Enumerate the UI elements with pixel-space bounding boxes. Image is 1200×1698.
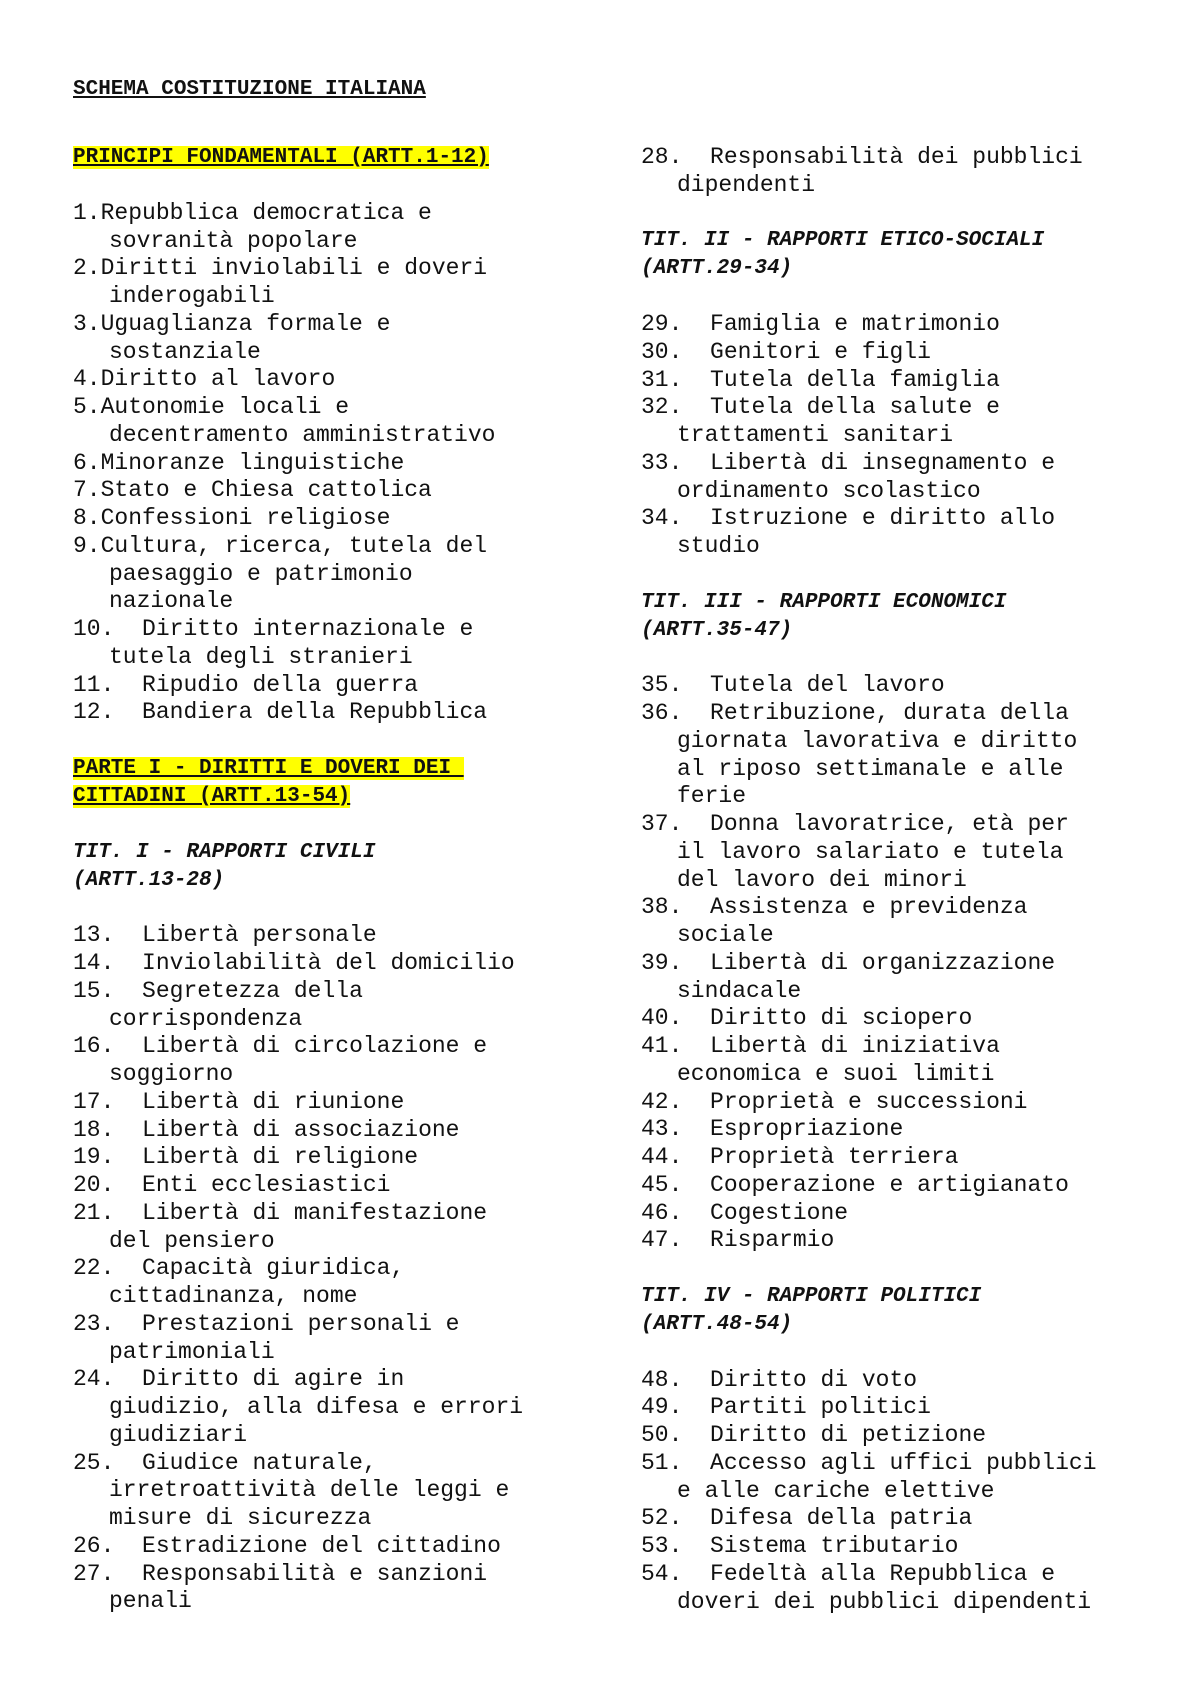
article-item: [73, 1033, 573, 1089]
article-text-continued: decentramento amministrativo: [109, 421, 496, 448]
article-item: [73, 311, 573, 367]
article-text: Difesa della patria: [710, 1505, 973, 1532]
article-text: Diritto di agire in: [142, 1366, 405, 1393]
article-number: 26.: [73, 1532, 115, 1559]
article-text: Stato e Chiesa cattolica: [100, 477, 432, 504]
article-number: 42.: [641, 1088, 683, 1115]
article-item: [73, 699, 573, 727]
article-text: Capacità giuridica,: [142, 1255, 405, 1282]
article-text: Confessioni religiose: [100, 505, 391, 531]
article-item: [73, 477, 573, 505]
section-heading-principi: PRINCIPI FONDAMENTALI (ARTT.1-12): [73, 146, 489, 169]
article-text: Diritto di petizione: [710, 1422, 987, 1448]
article-number: 33.: [641, 449, 683, 476]
article-number: 7.: [73, 477, 101, 504]
article-item: [73, 1533, 573, 1561]
article-item: [641, 1089, 1141, 1117]
article-text: Donna lavoratrice, età per: [710, 811, 1069, 837]
article-text: Responsabilità e sanzioni: [142, 1560, 488, 1587]
article-text-continued: soggiorno: [109, 1061, 234, 1087]
article-text: Assistenza e previdenza: [710, 894, 1028, 921]
article-item: [641, 700, 1141, 811]
article-text-continued: misure di sicurezza: [109, 1505, 372, 1531]
article-text: Genitori e figli: [710, 338, 931, 365]
article-list-tit-1-continued: [641, 144, 1141, 200]
article-text: Libertà personale: [142, 922, 377, 949]
article-text: Fedeltà alla Repubblica e: [710, 1560, 1056, 1587]
article-text-continued: ferie: [677, 783, 747, 810]
article-number: 3.: [73, 310, 101, 337]
article-text: Ripudio della guerra: [142, 671, 419, 698]
article-text-continued: del pensiero: [109, 1227, 275, 1254]
article-number: 54.: [641, 1560, 683, 1587]
article-number: 5.: [73, 394, 101, 420]
article-number: 50.: [641, 1422, 683, 1448]
article-text: Diritto internazionale e: [142, 616, 474, 642]
article-number: 13.: [73, 922, 115, 949]
article-text: Tutela del lavoro: [710, 672, 945, 699]
article-text: Libertà di riunione: [142, 1088, 405, 1115]
article-text: Tutela della salute e: [710, 394, 1000, 421]
article-number: 29.: [641, 311, 683, 337]
article-number: 19.: [73, 1144, 115, 1171]
article-item: [641, 950, 1141, 1006]
article-number: 28.: [641, 144, 683, 170]
article-number: 9.: [73, 532, 101, 559]
article-text-continued: irretroattività delle leggi e: [109, 1477, 510, 1504]
article-text: Autonomie locali e: [100, 394, 350, 420]
article-text-continued: sociale: [677, 922, 774, 948]
article-item: [641, 1561, 1141, 1617]
article-text-continued: giudiziari: [109, 1421, 248, 1448]
article-item: [641, 1227, 1141, 1255]
article-text: Proprietà e successioni: [710, 1088, 1028, 1115]
article-item: [641, 1116, 1141, 1144]
article-number: 15.: [73, 977, 115, 1004]
article-text-continued: inderogabili: [109, 283, 275, 309]
article-item: [641, 1144, 1141, 1172]
article-item: [641, 1394, 1141, 1422]
article-text: Cultura, ricerca, tutela del: [100, 532, 488, 559]
article-text-continued: sostanziale: [109, 338, 261, 365]
article-item: [73, 366, 573, 394]
article-number: 52.: [641, 1505, 683, 1532]
article-item: [641, 450, 1141, 506]
article-number: 36.: [641, 700, 683, 726]
article-text: Estradizione del cittadino: [142, 1532, 501, 1559]
article-item: [73, 255, 573, 311]
title-heading-tit-4: TIT. IV - RAPPORTI POLITICI: [641, 1284, 982, 1308]
article-text: Cooperazione e artigianato: [710, 1171, 1069, 1198]
article-text-continued: cittadinanza, nome: [109, 1283, 358, 1309]
article-text: Minoranze linguistiche: [100, 449, 405, 476]
title-heading-tit-3: TIT. III - RAPPORTI ECONOMICI: [641, 590, 1007, 614]
article-item: [73, 1255, 573, 1311]
article-item: [73, 450, 573, 478]
article-number: 27.: [73, 1560, 115, 1587]
article-text: Partiti politici: [710, 1394, 931, 1421]
article-text-continued: e alle cariche elettive: [677, 1477, 995, 1504]
article-number: 41.: [641, 1033, 683, 1059]
article-item: [641, 1367, 1141, 1395]
article-number: 22.: [73, 1255, 115, 1282]
article-text: Diritto al lavoro: [100, 366, 336, 393]
article-text: Tutela della famiglia: [710, 366, 1000, 393]
article-text: Segretezza della: [142, 977, 363, 1004]
article-text: Repubblica democratica e: [100, 199, 432, 226]
article-text-continued: del lavoro dei minori: [677, 866, 967, 893]
article-item: [73, 533, 573, 616]
article-text: Libertà di associazione: [142, 1116, 460, 1143]
article-number: 11.: [73, 671, 115, 698]
article-number: 16.: [73, 1033, 115, 1060]
article-item: [73, 1311, 573, 1367]
article-text: Istruzione e diritto allo: [710, 505, 1056, 532]
section-heading-parte-1-line2: CITTADINI (ARTT.13-54): [73, 784, 351, 808]
article-number: 46.: [641, 1199, 683, 1226]
article-number: 20.: [73, 1172, 115, 1198]
article-number: 8.: [73, 505, 101, 531]
article-list-tit-3: [641, 672, 1141, 1255]
article-number: 35.: [641, 672, 683, 699]
document-title: SCHEMA COSTITUZIONE ITALIANA: [73, 78, 426, 101]
article-number: 45.: [641, 1171, 683, 1198]
article-text-continued: dipendenti: [677, 171, 816, 198]
title-heading-tit-2-range: (ARTT.29-34): [641, 257, 793, 281]
article-item: [641, 1533, 1141, 1561]
article-text: Diritto di voto: [710, 1366, 918, 1393]
article-item: [641, 339, 1141, 367]
article-text: Enti ecclesiastici: [142, 1172, 391, 1198]
article-item: [73, 505, 573, 533]
article-text: Libertà di insegnamento e: [710, 449, 1056, 476]
article-item: [641, 1172, 1141, 1200]
article-item: [73, 922, 573, 950]
article-item: [73, 950, 573, 978]
article-item: [641, 1200, 1141, 1228]
article-text-continued: nazionale: [109, 588, 234, 615]
article-number: 31.: [641, 366, 683, 393]
title-heading-tit-1: TIT. I - RAPPORTI CIVILI: [73, 840, 376, 864]
article-item: [641, 311, 1141, 339]
article-text: Libertà di manifestazione: [142, 1199, 488, 1226]
article-number: 38.: [641, 894, 683, 921]
article-number: 4.: [73, 366, 101, 393]
article-text: Risparmio: [710, 1227, 835, 1254]
article-item: [641, 1505, 1141, 1533]
article-item: [73, 616, 573, 672]
article-number: 51.: [641, 1449, 683, 1476]
article-list-tit-2: [641, 311, 1141, 561]
article-text-continued: giudizio, alla difesa e errori: [109, 1394, 524, 1420]
article-item: [73, 394, 573, 450]
article-text-continued: corrispondenza: [109, 1005, 303, 1032]
article-text: Retribuzione, durata della: [710, 700, 1069, 726]
article-text: Uguaglianza formale e: [100, 310, 391, 337]
article-number: 53.: [641, 1533, 683, 1559]
article-text: Libertà di religione: [142, 1144, 419, 1171]
title-heading-tit-3-range: (ARTT.35-47): [641, 618, 793, 642]
article-number: 49.: [641, 1394, 683, 1421]
article-text-continued: studio: [677, 533, 760, 559]
article-text: Libertà di circolazione e: [142, 1033, 488, 1060]
article-text-continued: sovranità popolare: [109, 227, 358, 254]
article-text-continued: al riposo settimanale e alle: [677, 755, 1064, 782]
article-number: 34.: [641, 505, 683, 532]
article-item: [73, 1450, 573, 1533]
article-item: [641, 1450, 1141, 1506]
article-text: Espropriazione: [710, 1116, 904, 1143]
article-number: 47.: [641, 1227, 683, 1254]
article-text-continued: paesaggio e patrimonio: [109, 560, 413, 587]
left-column: [73, 144, 573, 1616]
article-text: Libertà di iniziativa: [710, 1033, 1000, 1059]
article-item: [73, 978, 573, 1034]
article-item: [641, 1422, 1141, 1450]
article-number: 17.: [73, 1088, 115, 1115]
article-number: 48.: [641, 1366, 683, 1393]
article-number: 14.: [73, 950, 115, 976]
article-text: Giudice naturale,: [142, 1449, 377, 1476]
article-number: 24.: [73, 1366, 115, 1393]
article-text-continued: patrimoniali: [109, 1338, 275, 1365]
article-text: Bandiera della Repubblica: [142, 699, 488, 726]
article-item: [641, 144, 1141, 200]
title-heading-tit-2: TIT. II - RAPPORTI ETICO-SOCIALI: [641, 229, 1045, 253]
article-number: 6.: [73, 449, 101, 476]
article-text: Inviolabilità del domicilio: [142, 950, 515, 976]
article-text-continued: giornata lavorativa e diritto: [677, 727, 1078, 754]
article-text-continued: doveri dei pubblici dipendenti: [677, 1588, 1092, 1615]
article-item: [73, 1172, 573, 1200]
article-text: Famiglia e matrimonio: [710, 311, 1000, 337]
article-text: Accesso agli uffici pubblici: [710, 1449, 1097, 1476]
article-item: [641, 1005, 1141, 1033]
article-text: Prestazioni personali e: [142, 1310, 460, 1337]
article-item: [641, 367, 1141, 395]
article-item: [73, 1200, 573, 1256]
title-heading-tit-4-range: (ARTT.48-54): [641, 1312, 793, 1336]
article-text: Diritti inviolabili e doveri: [100, 255, 488, 282]
article-text-continued: tutela degli stranieri: [109, 643, 413, 670]
article-text: Diritto di sciopero: [710, 1005, 973, 1032]
title-heading-tit-1-range: (ARTT.13-28): [73, 868, 225, 892]
article-item: [641, 894, 1141, 950]
article-list-tit-4: [641, 1367, 1141, 1617]
article-number: 1.: [73, 199, 101, 226]
article-number: 30.: [641, 338, 683, 365]
article-text-continued: economica e suoi limiti: [677, 1060, 995, 1087]
article-number: 10.: [73, 616, 115, 642]
article-text-continued: penali: [109, 1588, 192, 1615]
article-item: [641, 1033, 1141, 1089]
article-item: [641, 672, 1141, 700]
article-item: [641, 394, 1141, 450]
article-number: 40.: [641, 1005, 683, 1032]
article-number: 18.: [73, 1116, 115, 1143]
article-item: [73, 1089, 573, 1117]
article-number: 21.: [73, 1199, 115, 1226]
article-text: Libertà di organizzazione: [710, 949, 1056, 976]
article-text: Responsabilità dei pubblici: [710, 144, 1083, 170]
section-heading-parte-1: PARTE I - DIRITTI E DOVERI DEI: [73, 756, 464, 780]
article-text-continued: sindacale: [677, 977, 802, 1004]
article-list-principi: [73, 200, 573, 727]
article-text: Cogestione: [710, 1199, 849, 1226]
article-text-continued: ordinamento scolastico: [677, 477, 981, 504]
article-item: [73, 1117, 573, 1145]
article-list-tit-1: [73, 922, 573, 1616]
article-number: 32.: [641, 394, 683, 421]
article-item: [641, 811, 1141, 894]
article-number: 39.: [641, 949, 683, 976]
article-item: [73, 1561, 573, 1617]
article-number: 43.: [641, 1116, 683, 1143]
article-number: 2.: [73, 255, 101, 282]
article-item: [73, 1366, 573, 1449]
article-text-continued: il lavoro salariato e tutela: [677, 838, 1064, 865]
article-number: 12.: [73, 699, 115, 726]
article-text: Sistema tributario: [710, 1533, 959, 1559]
article-item: [73, 672, 573, 700]
article-number: 37.: [641, 811, 683, 837]
article-number: 44.: [641, 1144, 683, 1170]
article-item: [641, 505, 1141, 561]
article-number: 25.: [73, 1449, 115, 1476]
article-item: [73, 200, 573, 256]
right-column: [641, 144, 1141, 1616]
article-item: [73, 1144, 573, 1172]
article-number: 23.: [73, 1310, 115, 1337]
article-text-continued: trattamenti sanitari: [677, 422, 954, 448]
article-text: Proprietà terriera: [710, 1144, 959, 1170]
